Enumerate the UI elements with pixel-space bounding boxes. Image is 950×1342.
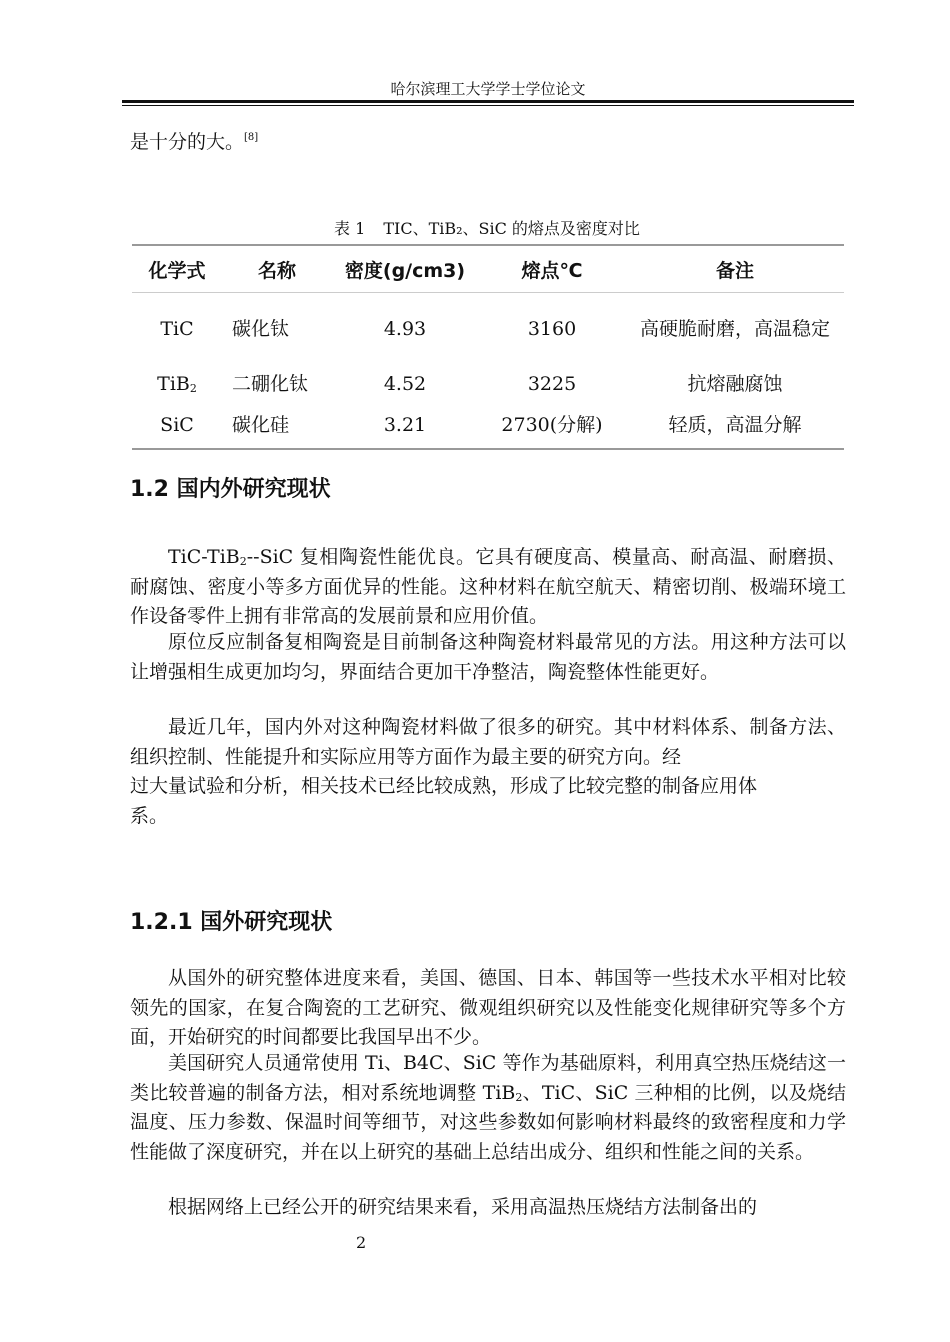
header-rule-thin <box>122 105 854 106</box>
melting-density-table <box>132 244 844 450</box>
section-1-2-paragraph-3: 最近几年，国内外对这种陶瓷材料做了很多的研究。其中材料体系、制备方法、组织控制、性能提升和实际应用等方面作为最主要的研究方向。经 过大量试验和分析，相关技术已经比较成熟，形成了比较完整的制备应用体 系。 <box>130 716 846 827</box>
cell-note: 高硬脆耐磨，高温稳定 <box>639 317 830 340</box>
cell-note: 抗熔融腐蚀 <box>687 372 783 395</box>
cell-name: 二硼化钛 <box>232 372 309 395</box>
col-header-note: 备注 <box>626 245 844 293</box>
cell-note: 轻质，高温分解 <box>626 403 844 449</box>
cell-formula: TiC <box>160 317 194 340</box>
cell-melting-point: 3160 <box>527 317 577 340</box>
cell-name: 碳化硅 <box>222 403 332 449</box>
citation-ref[interactable]: [8] <box>244 132 259 143</box>
table-caption-number: 表 1 <box>334 219 366 238</box>
table-row <box>132 365 844 403</box>
page-number: 2 <box>356 1233 367 1252</box>
col-header-melting-point: 熔点℃ <box>478 245 626 293</box>
table-row <box>132 293 844 365</box>
section-1-2-1-paragraph-2: 美国研究人员通常使用 Ti、B4C、SiC 等作为基础原料，利用真空热压烧结这一类比较普遍的制备方法，相对系统地调整 TiB$_2$、TiC、SiC 三种相的比例，以及烧结温度、压力参数、保温时间等细节，对这些参数如何影响材料最终的致密程度和力学性能做了深度研究，并在以上研究的基础上总结出成分、组织和性能之间的关系。 <box>130 1052 846 1163</box>
cell-melting-point: 3225 <box>527 372 577 395</box>
cell-density: 4.52 <box>383 372 427 395</box>
intro-paragraph: 是十分的大。[8] <box>130 131 259 153</box>
section-heading-1-2-1: 1.2.1 国外研究现状 <box>130 910 333 935</box>
table-caption <box>130 219 844 239</box>
section-1-2-paragraph-1: TiC-TiB$_2$--SiC 复相陶瓷性能优良。它具有硬度高、模量高、耐高温、耐磨损、耐腐蚀、密度小等多方面优异的性能。这种材料在航空航天、精密切削、极端环境工作设备零件上拥有非常高的发展前景和应用价值。 <box>130 546 846 627</box>
table-header-row <box>132 245 844 293</box>
table-row <box>132 403 844 449</box>
header-rule-thick <box>122 100 854 103</box>
cell-density: 4.93 <box>383 317 427 340</box>
cell-formula: SiC <box>132 403 222 449</box>
section-1-2-paragraph-2: 原位反应制备复相陶瓷是目前制备这种陶瓷材料最常见的方法。用这种方法可以让增强相生成更加均匀，界面结合更加干净整洁，陶瓷整体性能更好。 <box>130 631 846 683</box>
cell-formula: TiB$_2$ <box>157 372 197 395</box>
col-header-formula: 化学式 <box>132 245 222 293</box>
section-heading-1-2: 1.2 国内外研究现状 <box>130 477 331 502</box>
table-caption-text: TIC、TiB₂、SiC 的熔点及密度对比 <box>383 219 640 238</box>
running-header: 哈尔滨理工大学学士学位论文 <box>390 80 586 98</box>
cell-density: 3.21 <box>332 403 478 449</box>
col-header-name: 名称 <box>222 245 332 293</box>
cell-melting-point: 2730(分解) <box>478 403 626 449</box>
section-1-2-1-paragraph-1: 从国外的研究整体进度来看，美国、德国、日本、韩国等一些技术水平相对比较领先的国家，在复合陶瓷的工艺研究、微观组织研究以及性能变化规律研究等多个方面，开始研究的时间都要比我国早出不少。 <box>130 967 846 1048</box>
cell-name: 碳化钛 <box>232 317 290 340</box>
section-1-2-1-paragraph-3: 根据网络上已经公开的研究结果来看，采用高温热压烧结方法制备出的 <box>168 1196 758 1218</box>
col-header-density: 密度(g/cm3) <box>332 245 478 293</box>
